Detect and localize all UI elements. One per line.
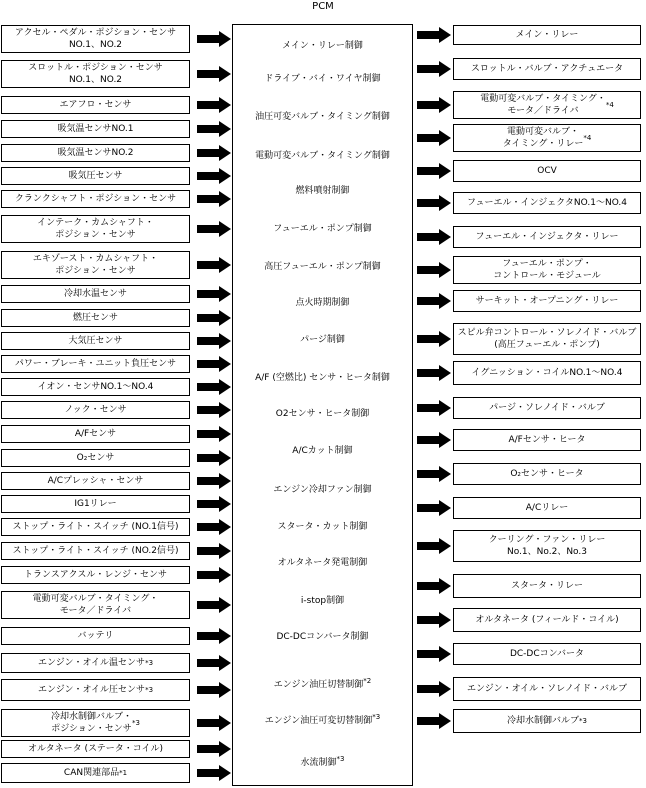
input-box-23: 電動可変バルブ・タイミング・ モータ／ドライバ — [1, 591, 190, 619]
pcm-block — [232, 24, 413, 786]
input-box-13: パワー・ブレーキ・ユニット負圧センサ — [1, 355, 190, 373]
output-box-19: DC-DCコンバータ — [453, 643, 641, 665]
control-function-1: メイン・リレー制御 — [282, 41, 363, 51]
output-box-21: 冷却水制御バルブ *3 — [453, 709, 641, 733]
output-arrow-19 — [417, 646, 451, 662]
input-box-21: ストップ・ライト・スイッチ (NO.2信号) — [1, 542, 190, 560]
input-arrow-4 — [197, 121, 231, 137]
output-arrow-2 — [417, 61, 451, 77]
control-function-4: 電動可変バルブ・タイミング制御 — [255, 151, 390, 161]
input-box-6: 吸気圧センサ — [1, 167, 190, 185]
output-arrow-4 — [417, 130, 451, 146]
output-box-13: A/Fセンサ・ヒータ — [453, 429, 641, 451]
control-function-9: パージ制御 — [300, 335, 345, 345]
input-arrow-8 — [197, 221, 231, 237]
output-box-9: サーキット・オープニング・リレー — [453, 290, 641, 312]
control-function-17: DC-DCコンバータ制御 — [276, 632, 369, 642]
input-box-16: A/Fセンサ — [1, 425, 190, 443]
input-arrow-15 — [197, 402, 231, 418]
output-arrow-13 — [417, 432, 451, 448]
input-arrow-21 — [197, 543, 231, 559]
input-arrow-13 — [197, 356, 231, 372]
input-arrow-10 — [197, 286, 231, 302]
input-box-12: 大気圧センサ — [1, 332, 190, 350]
input-arrow-16 — [197, 426, 231, 442]
control-function-19: エンジン油圧可変切替制御$^{*3}$ — [264, 713, 381, 726]
control-function-15: オルタネータ発電制御 — [277, 558, 368, 568]
input-box-26: エンジン・オイル圧センサ *3 — [1, 679, 190, 701]
input-arrow-22 — [197, 567, 231, 583]
control-function-3: 油圧可変バルブ・タイミング制御 — [255, 112, 390, 122]
output-arrow-12 — [417, 400, 451, 416]
input-arrow-2 — [197, 66, 231, 82]
input-arrow-23 — [197, 597, 231, 613]
output-box-6: フューエル・インジェクタNO.1～NO.4 — [453, 192, 641, 214]
output-box-20: エンジン・オイル・ソレノイド・バルブ — [453, 677, 641, 701]
input-arrow-3 — [197, 97, 231, 113]
input-arrow-1 — [197, 31, 231, 47]
output-arrow-14 — [417, 466, 451, 482]
control-function-13: エンジン冷却ファン制御 — [273, 485, 372, 495]
output-box-7: フューエル・インジェクタ・リレー — [453, 226, 641, 248]
input-arrow-5 — [197, 145, 231, 161]
control-function-16: i-stop制御 — [300, 596, 345, 606]
input-box-2: スロットル・ポジション・センサ NO.1、NO.2 — [1, 60, 190, 88]
output-box-12: パージ・ソレノイド・バルブ — [453, 397, 641, 419]
output-arrow-17 — [417, 578, 451, 594]
output-arrow-9 — [417, 293, 451, 309]
input-box-27: 冷却水制御バルブ・ ポジション・センサ *3 — [1, 709, 190, 737]
input-arrow-7 — [197, 191, 231, 207]
control-function-12: A/Cカット制御 — [292, 446, 353, 456]
input-arrow-6 — [197, 168, 231, 184]
control-function-8: 点火時期制御 — [295, 298, 350, 308]
input-arrow-25 — [197, 655, 231, 671]
output-box-8: フューエル・ポンプ・ コントロール・モジュール — [453, 256, 641, 284]
input-arrow-20 — [197, 519, 231, 535]
output-arrow-21 — [417, 713, 451, 729]
input-arrow-29 — [197, 765, 231, 781]
input-box-20: ストップ・ライト・スイッチ (NO.1信号) — [1, 518, 190, 536]
output-arrow-20 — [417, 681, 451, 697]
output-box-15: A/Cリレー — [453, 497, 641, 519]
output-box-18: オルタネータ (フィールド・コイル) — [453, 608, 641, 632]
input-box-9: エキゾースト・カムシャフト・ ポジション・センサ — [1, 251, 190, 279]
control-function-2: ドライブ・バイ・ワイヤ制御 — [264, 74, 381, 84]
control-function-6: フューエル・ポンプ制御 — [273, 224, 372, 234]
output-box-11: イグニッション・コイルNO.1～NO.4 — [453, 361, 641, 385]
input-arrow-26 — [197, 682, 231, 698]
control-function-7: 高圧フューエル・ポンプ制御 — [264, 262, 381, 272]
input-box-14: イオン・センサNO.1～NO.4 — [1, 378, 190, 396]
control-function-10: A/F (空燃比) センサ・ヒータ制御 — [255, 373, 390, 383]
output-box-17: スタータ・リレー — [453, 574, 641, 598]
input-box-15: ノック・センサ — [1, 401, 190, 419]
input-box-29: CAN関連部品 *1 — [1, 763, 190, 783]
input-box-8: インテーク・カムシャフト・ ポジション・センサ — [1, 215, 190, 243]
input-box-25: エンジン・オイル温センサ *3 — [1, 653, 190, 673]
output-box-14: O₂センサ・ヒータ — [453, 463, 641, 485]
input-box-1: アクセル・ペダル・ポジション・センサ NO.1、NO.2 — [1, 25, 190, 53]
output-box-5: OCV — [453, 160, 641, 182]
output-arrow-15 — [417, 500, 451, 516]
control-function-18: エンジン油圧切替制御$^{*2}$ — [273, 677, 372, 690]
input-arrow-18 — [197, 473, 231, 489]
pcm-title: PCM — [312, 1, 334, 12]
input-box-5: 吸気温センサNO.2 — [1, 144, 190, 162]
input-box-17: O₂センサ — [1, 449, 190, 467]
input-arrow-14 — [197, 379, 231, 395]
output-arrow-10 — [417, 331, 451, 347]
input-box-11: 燃圧センサ — [1, 309, 190, 327]
output-arrow-11 — [417, 365, 451, 381]
output-arrow-6 — [417, 195, 451, 211]
output-box-4: 電動可変バルブ・ タイミング・リレー *4 — [453, 124, 641, 152]
output-box-1: メイン・リレー — [453, 25, 641, 45]
input-box-10: 冷却水温センサ — [1, 285, 190, 303]
input-arrow-28 — [197, 741, 231, 757]
output-arrow-7 — [417, 229, 451, 245]
output-arrow-3 — [417, 97, 451, 113]
input-box-19: IG1リレー — [1, 495, 190, 513]
input-arrow-11 — [197, 310, 231, 326]
output-box-2: スロットル・バルブ・アクチュエータ — [453, 58, 641, 80]
output-box-16: クーリング・ファン・リレー No.1、No.2、No.3 — [453, 530, 641, 562]
output-arrow-8 — [417, 262, 451, 278]
input-box-4: 吸気温センサNO.1 — [1, 120, 190, 138]
input-arrow-19 — [197, 496, 231, 512]
output-arrow-16 — [417, 538, 451, 554]
input-box-7: クランクシャフト・ポジション・センサ — [1, 190, 190, 208]
control-function-14: スタータ・カット制御 — [277, 522, 368, 532]
control-function-5: 燃料噴射制御 — [295, 186, 350, 196]
output-box-3: 電動可変バルブ・タイミング・ モータ／ドライバ *4 — [453, 91, 641, 119]
output-box-10: スピル弁コントロール・ソレノイド・バルブ (高圧フューエル・ポンプ) — [453, 323, 641, 355]
input-arrow-9 — [197, 257, 231, 273]
input-box-24: バッテリ — [1, 627, 190, 645]
input-arrow-24 — [197, 628, 231, 644]
input-box-3: エアフロ・センサ — [1, 96, 190, 114]
output-arrow-5 — [417, 163, 451, 179]
control-function-11: O2センサ・ヒータ制御 — [275, 409, 370, 419]
input-box-28: オルタネータ (ステータ・コイル) — [1, 740, 190, 758]
input-box-22: トランスアクスル・レンジ・センサ — [1, 566, 190, 584]
output-arrow-1 — [417, 27, 451, 43]
input-arrow-17 — [197, 450, 231, 466]
control-function-20: 水流制御$^{*3}$ — [300, 755, 345, 768]
input-arrow-27 — [197, 715, 231, 731]
output-arrow-18 — [417, 612, 451, 628]
input-arrow-12 — [197, 333, 231, 349]
input-box-18: A/Cプレッシャ・センサ — [1, 472, 190, 490]
